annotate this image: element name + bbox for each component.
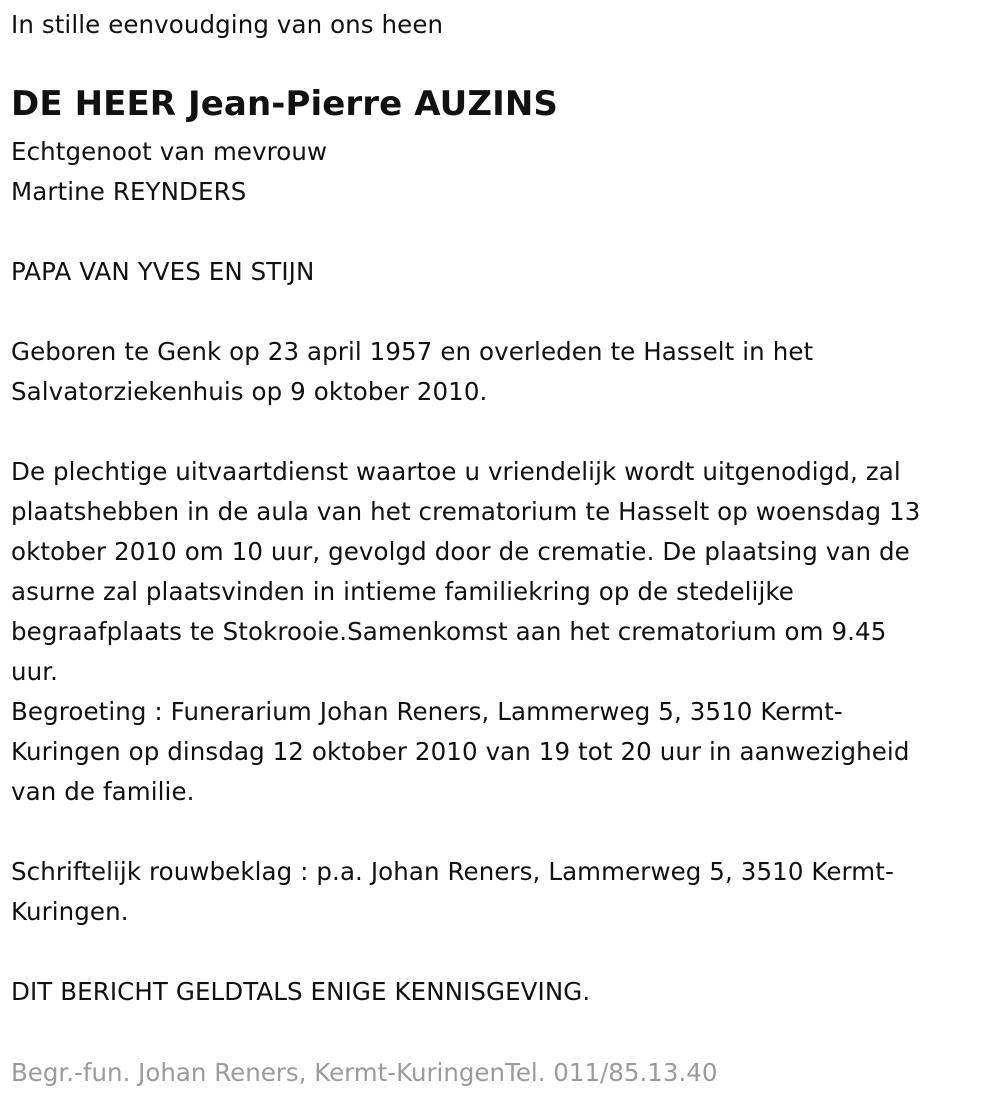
spouse-line-1: Echtgenoot van mevrouw (11, 137, 328, 166)
service-line-1: De plechtige uitvaartdienst waartoe u vriendelijk wordt uitgenodigd, zal (11, 457, 901, 486)
service-line-5: begraafplaats te Stokrooie.Samenkomst aan het crematorium om 9.45 (11, 617, 887, 646)
condolence-line-2: Kuringen. (11, 897, 129, 926)
birth-line-1: Geboren te Genk op 23 april 1957 en overleden te Hasselt in het (11, 337, 814, 366)
spacer (11, 932, 991, 972)
spacer (11, 412, 991, 452)
death-notice (11, 0, 991, 1012)
greeting-line-3: van de familie. (11, 777, 195, 806)
deceased-name: DE HEER Jean-Pierre AUZINS (11, 84, 558, 124)
spacer (11, 292, 991, 332)
service-line-6: uur. (11, 657, 59, 686)
closing-line: DIT BERICHT GELDTALS ENIGE KENNISGEVING. (11, 977, 591, 1006)
birth-line-2: Salvatorziekenhuis op 9 oktober 2010. (11, 377, 488, 406)
children-line: PAPA VAN YVES EN STIJN (11, 257, 315, 286)
service-line-4: asurne zal plaatsvinden in intieme familiekring op de stedelijke (11, 577, 794, 606)
spacer (11, 812, 991, 852)
greeting-line-2: Kuringen op dinsdag 12 oktober 2010 van 19 tot 20 uur in aanwezigheid (11, 737, 910, 766)
service-line-2: plaatshebben in de aula van het crematorium te Hasselt op woensdag 13 (11, 497, 921, 526)
spouse-line-2: Martine REYNDERS (11, 177, 247, 206)
condolence-line-1: Schriftelijk rouwbeklag : p.a. Johan Reners, Lammerweg 5, 3510 Kermt- (11, 857, 894, 886)
greeting-line-1: Begroeting : Funerarium Johan Reners, Lammerweg 5, 3510 Kermt- (11, 697, 843, 726)
spacer (11, 212, 991, 252)
intro-text: In stille eenvoudging van ons heen (11, 10, 444, 39)
service-line-3: oktober 2010 om 10 uur, gevolgd door de crematie. De plaatsing van de (11, 537, 910, 566)
funeral-home-footer: Begr.-fun. Johan Reners, Kermt-KuringenTel. 011/85.13.40 (11, 1058, 718, 1087)
